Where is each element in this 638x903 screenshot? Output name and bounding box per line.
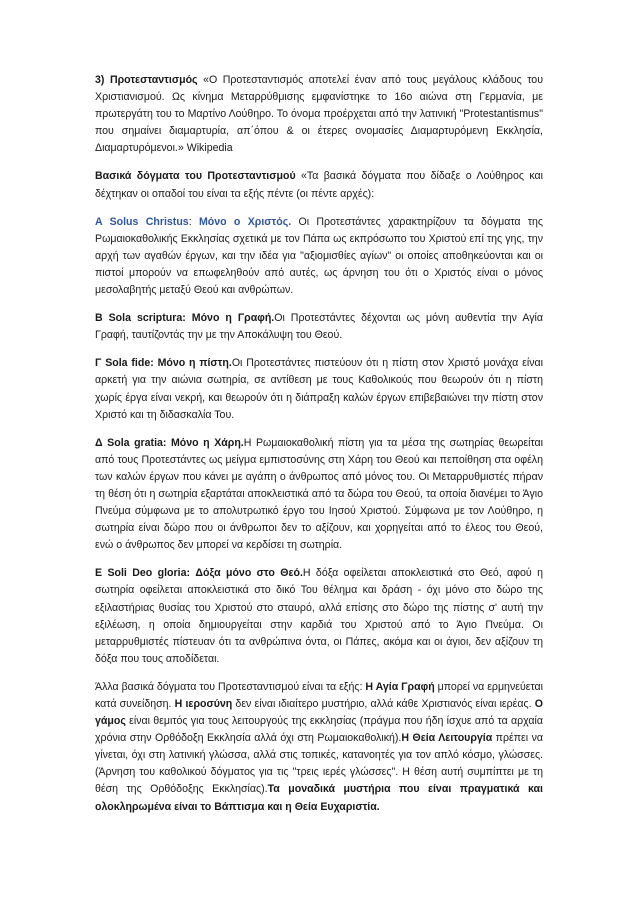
heading-protestantism: 3) Προτεσταντισμός <box>95 74 198 86</box>
title-sola-gratia: Μόνο η Χάρη. <box>170 436 244 449</box>
document-page <box>95 72 543 827</box>
title-soli-deo-gloria: Δόξα μόνο στο Θεό. <box>195 567 303 580</box>
bold-marriage: Ο γάμος <box>95 698 543 728</box>
other-dogmas-text-4: είναι θεμιτός για τους λειτουργούς της εκκλησίας (πράγμα που ήδη ίσχυε από τα αρχαία χρόνια στην Ορθόδοξη Εκκλησία αλλά όχι στη Ρωμαιοκαθολική). <box>95 715 543 745</box>
title-sola-scriptura: Μόνο η Γραφή. <box>191 312 275 325</box>
text-sola-scriptura: Οι Προτεστάντες δέχονται ως μόνη αυθεντία την Αγία Γραφή, ταυτίζοντάς την με την Αποκάλυψη του Θεού. <box>95 312 543 342</box>
text-sola-gratia: Η Ρωμαιοκαθολική πίστη για τα μέσα της σωτηρίας θεωρείται από τους Προτεστάντες ως μείγμα εμπιστοσύνης στη Χάρη του Θεού και πεποίθηση στα οφέλη των καλών έργων που κάνει με αγάπη ο άνθρωπος από μόνος του. Οι Μεταρρυθμιστές πήραν τη θέση ότι η σωτηρία εξαρτάται αποκλειστικά από τα δώρα του Θεού, τα οποία διανέμει το Άγιο Πνεύμα σύμφωνα με το απολυτρωτικό έργο του Ιησού Χριστού. Σύμφωνα με τον Λούθηρο, η σωτηρία είναι δώρο που οι άνθρωποι δεν το αξίζουν, και χορηγείται από το έλεος του Θεού, ενώ ο άνθρωπος δεν μπορεί να κερδίσει τη σωτηρία. <box>95 436 543 552</box>
paragraph-soli-deo-gloria <box>95 565 543 668</box>
label-sola-scriptura: B Sola scriptura: <box>95 312 192 325</box>
bold-holy-scripture: Η Αγία Γραφή <box>365 680 435 693</box>
text-sola-fide: Οι Προτεστάντες πιστεύουν ότι η πίστη στον Χριστό μονάχα είναι αρκετή για την αιώνια σωτηρία, σε αντίθεση με τους Καθολικούς που θεωρούν ότι η πίστη χωρίς έργα είναι νεκρή, και θεωρούν ότι η διάπραξη καλών έργων επιβεβαιώνει την πίστη στον Χριστό και τη διδασκαλία Του. <box>95 357 543 421</box>
text-soli-deo-gloria: Η δόξα οφείλεται αποκλειστικά στο Θεό, αφού η σωτηρία οφείλεται αποκλειστικά στο δικό Του θέλημα και δράση - όχι μόνο στο δώρο της εξιλαστήριας θυσίας του Χριστού στο σταυρό, αλλά επίσης στο δώρο της πίστης σ' αυτή την εξιλέωση, η οποία δημιουργείται στην καρδιά του Χριστού από το Άγιο Πνεύμα. Οι μεταρρυθμιστές πίστευαν ότι τα ανθρώπινα όντα, οι Πάπες, ακόμα και οι άγιοι, δεν αξίζουν τη δόξα που τους αποδίδεται. <box>95 567 543 665</box>
paragraph-sola-scriptura <box>95 310 543 344</box>
other-dogmas-text-3: δεν είναι ιδιαίτερο μυστήριο, αλλά κάθε Χριστιανός είναι ιερέας. <box>232 698 535 710</box>
paragraph-other-dogmas <box>95 679 543 816</box>
title-solus-christus: Μόνο ο Χριστός. <box>198 215 292 228</box>
bold-sacraments: Τα μοναδικά μυστήρια που είναι πραγματικά και ολοκληρωμένα είναι το Βάπτισμα και η Θεία Ευχαριστία. <box>95 783 543 813</box>
other-dogmas-text-1: Άλλα βασικά δόγματα του Προτεσταντισμού είναι τα εξής: <box>95 680 366 693</box>
label-soli-deo-gloria: E Soli Deo gloria: <box>95 567 196 580</box>
other-dogmas-text-2: μπορεί να ερμηνεύεται κατά συνείδηση. <box>95 680 543 710</box>
bold-priesthood: Η ιεροσύνη <box>174 698 233 710</box>
label-solus-christus: A Solus Christus <box>95 215 189 228</box>
basic-dogmas-text: «Τα βασικά δόγματα που δίδαξε ο Λούθηρος και δέχτηκαν οι οπαδοί του είναι τα εξής πέντε (οι πέντε αρχές): <box>95 170 543 200</box>
paragraph-basic-dogmas <box>95 168 543 202</box>
paragraph-sola-gratia <box>95 435 543 555</box>
label-sola-fide: Γ Sola fide: <box>95 357 158 370</box>
separator: : <box>188 215 199 228</box>
paragraph-sola-fide <box>95 355 543 423</box>
other-dogmas-text-5: πρέπει να γίνεται, όχι στη λατινική γλώσσα, αλλά στις τοπικές, κατανοητές για τον απλό κόσμο, γλώσσες. (Άρνηση του καθολικού δόγματος για τις "τρεις ιερές γλώσσες". Η θέση αυτή συμπίπτει με τη θέση της Ορθόδοξης Εκκλησίας). <box>95 732 543 796</box>
heading-basic-dogmas: Βασικά δόγματα του Προτεσταντισμού <box>95 170 296 183</box>
paragraph-solus-christus <box>95 214 543 299</box>
title-sola-fide: Μόνο η πίστη. <box>157 357 232 370</box>
paragraph-protestantism-intro <box>95 72 543 157</box>
text-solus-christus: Οι Προτεστάντες χαρακτηρίζουν τα δόγματα της Ρωμαιοκαθολικής Εκκλησίας σχετικά με τον Πάπα ως εκπρόσωπο του Χριστού επί της γης, την αρχή των αγαθών έργων, και την ιδέα για "αξιομισθίες αγίων" οι οποίες αποθηκεύονται και οι πιστοί μπορούν να επωφεληθούν από αυτές, ως άρνηση του ότι ο Χριστός είναι ο μόνος μεσολαβητής μεταξύ Θεού και ανθρώπων. <box>95 215 544 297</box>
label-sola-gratia: Δ Sola gratia: <box>95 436 171 449</box>
intro-text: «Ο Προτεσταντισμός αποτελεί έναν από τους μεγάλους κλάδους του Χριστιανισμού. Ως κίνημα Μεταρρύθμισης εμφανίστηκε το 16ο αιώνα στη Γερμανία, με πρωτεργάτη του το Μαρτίνο Λούθηρο. Το όνομα προέρχεται από την λατινική "Protestantismus" που σημαίνει διαμαρτυρία, απ΄όπου & οι έτερες ονομασίες Διαμαρτυρόμενη Εκκλησία, Διαμαρτυρόμενοι.» Wikipedia <box>95 74 543 155</box>
bold-divine-liturgy: Η Θεία Λειτουργία <box>401 732 493 745</box>
